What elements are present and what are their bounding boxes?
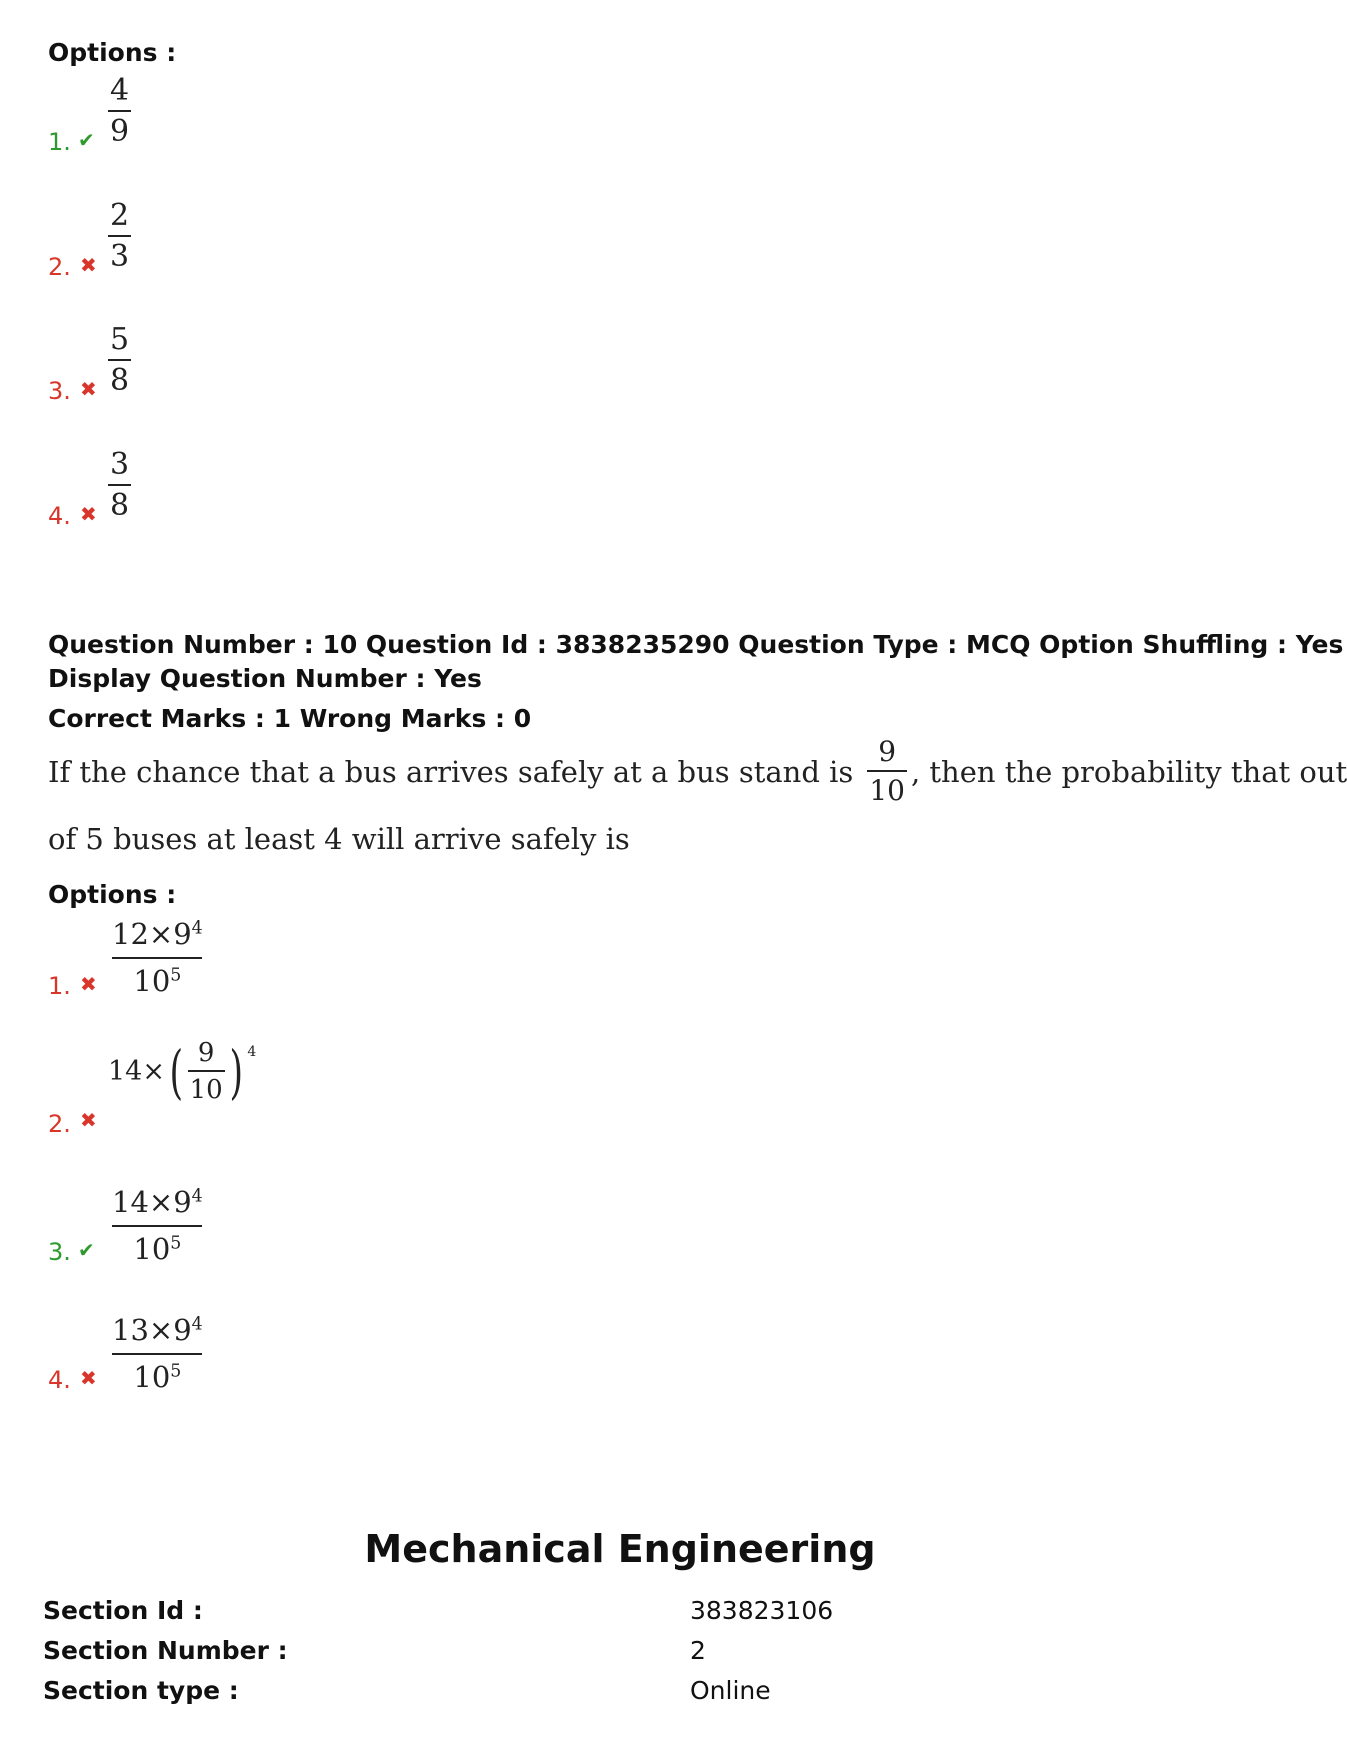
numerator: 5 [110,322,130,357]
cross-icon: ✖ [80,1108,97,1132]
options-label: Options : [48,880,177,909]
option-number: 3. [48,1238,71,1266]
check-icon: ✔ [78,1238,95,1262]
den-exponent: 5 [170,1361,182,1382]
cross-icon: ✖ [80,253,97,277]
exponent: 4 [191,1186,203,1207]
times-sign: × [148,1185,174,1219]
option-fraction [110,1185,205,1266]
options-label: Options : [48,38,177,67]
denominator: 8 [108,484,131,521]
exponent: 4 [247,1044,257,1060]
denominator [112,1353,202,1392]
left-paren: ( [169,1037,184,1106]
option-expression [108,1037,257,1106]
option-fraction [108,198,131,274]
numerator [110,1313,205,1353]
times-sign: × [142,1056,165,1087]
section-title: Mechanical Engineering [364,1527,876,1571]
option-fraction [110,1313,205,1394]
denominator [112,1225,202,1264]
coefficient: 14 [108,1056,143,1087]
marks-line: Correct Marks : 1 Wrong Marks : 0 [48,704,532,733]
denominator: 8 [108,359,131,396]
option-number: 4. [48,1366,71,1394]
option-fraction [108,447,131,523]
question-text-line2: of 5 buses at least 4 will arrive safely is [48,822,630,856]
den-base: 10 [133,1232,171,1266]
question-header: Question Number : 10 Question Id : 3838235290 Question Type : MCQ Option Shuffling : Yes [48,630,1344,659]
cross-icon: ✖ [80,1366,97,1390]
option-number: 4. [48,502,71,530]
numerator [110,917,205,957]
times-sign: × [148,917,174,951]
numerator: 2 [110,198,130,233]
numerator [110,1185,205,1225]
denominator: 10 [188,1070,225,1103]
numerator: 4 [110,73,130,108]
question-text [48,735,1347,807]
exponent: 4 [191,1314,203,1335]
section-type-value: Online [690,1676,771,1705]
den-exponent: 5 [170,1233,182,1254]
times-sign: × [148,1313,174,1347]
base: 9 [173,1313,192,1347]
question-text-part2: , then the probability that out [910,754,1347,789]
question-text-part1: If the chance that a bus arrives safely at a bus stand is [48,754,854,789]
den-exponent: 5 [170,965,182,986]
den-base: 10 [133,1360,171,1394]
option-fraction [110,917,205,998]
denominator: 10 [867,770,907,805]
question-fraction [867,735,907,807]
cross-icon: ✖ [80,972,97,996]
base: 9 [173,1185,192,1219]
denominator: 3 [108,235,131,272]
numerator: 9 [197,1038,215,1068]
exponent: 4 [191,918,203,939]
right-paren: ) [229,1037,243,1106]
coefficient: 12 [112,917,149,951]
denominator [112,957,202,996]
section-id-label: Section Id : [43,1596,203,1625]
inner-fraction [188,1040,225,1103]
section-type-label: Section type : [43,1676,239,1705]
cross-icon: ✖ [80,502,97,526]
numerator: 3 [110,447,130,482]
option-fraction [108,322,131,398]
coefficient: 13 [112,1313,149,1347]
coefficient: 14 [112,1185,149,1219]
option-number: 1. [48,972,71,1000]
section-number-label: Section Number : [43,1636,288,1665]
option-number: 3. [48,377,71,405]
option-number: 2. [48,253,71,281]
base: 9 [173,917,192,951]
check-icon: ✔ [78,128,95,152]
denominator: 9 [108,110,131,147]
numerator: 9 [878,735,897,768]
section-number-value: 2 [690,1636,706,1665]
option-fraction [108,73,131,149]
section-id-value: 383823106 [690,1596,834,1625]
den-base: 10 [133,964,171,998]
option-number: 2. [48,1110,71,1138]
option-number: 1. [48,128,71,156]
cross-icon: ✖ [80,377,97,401]
display-question-number: Display Question Number : Yes [48,664,482,693]
